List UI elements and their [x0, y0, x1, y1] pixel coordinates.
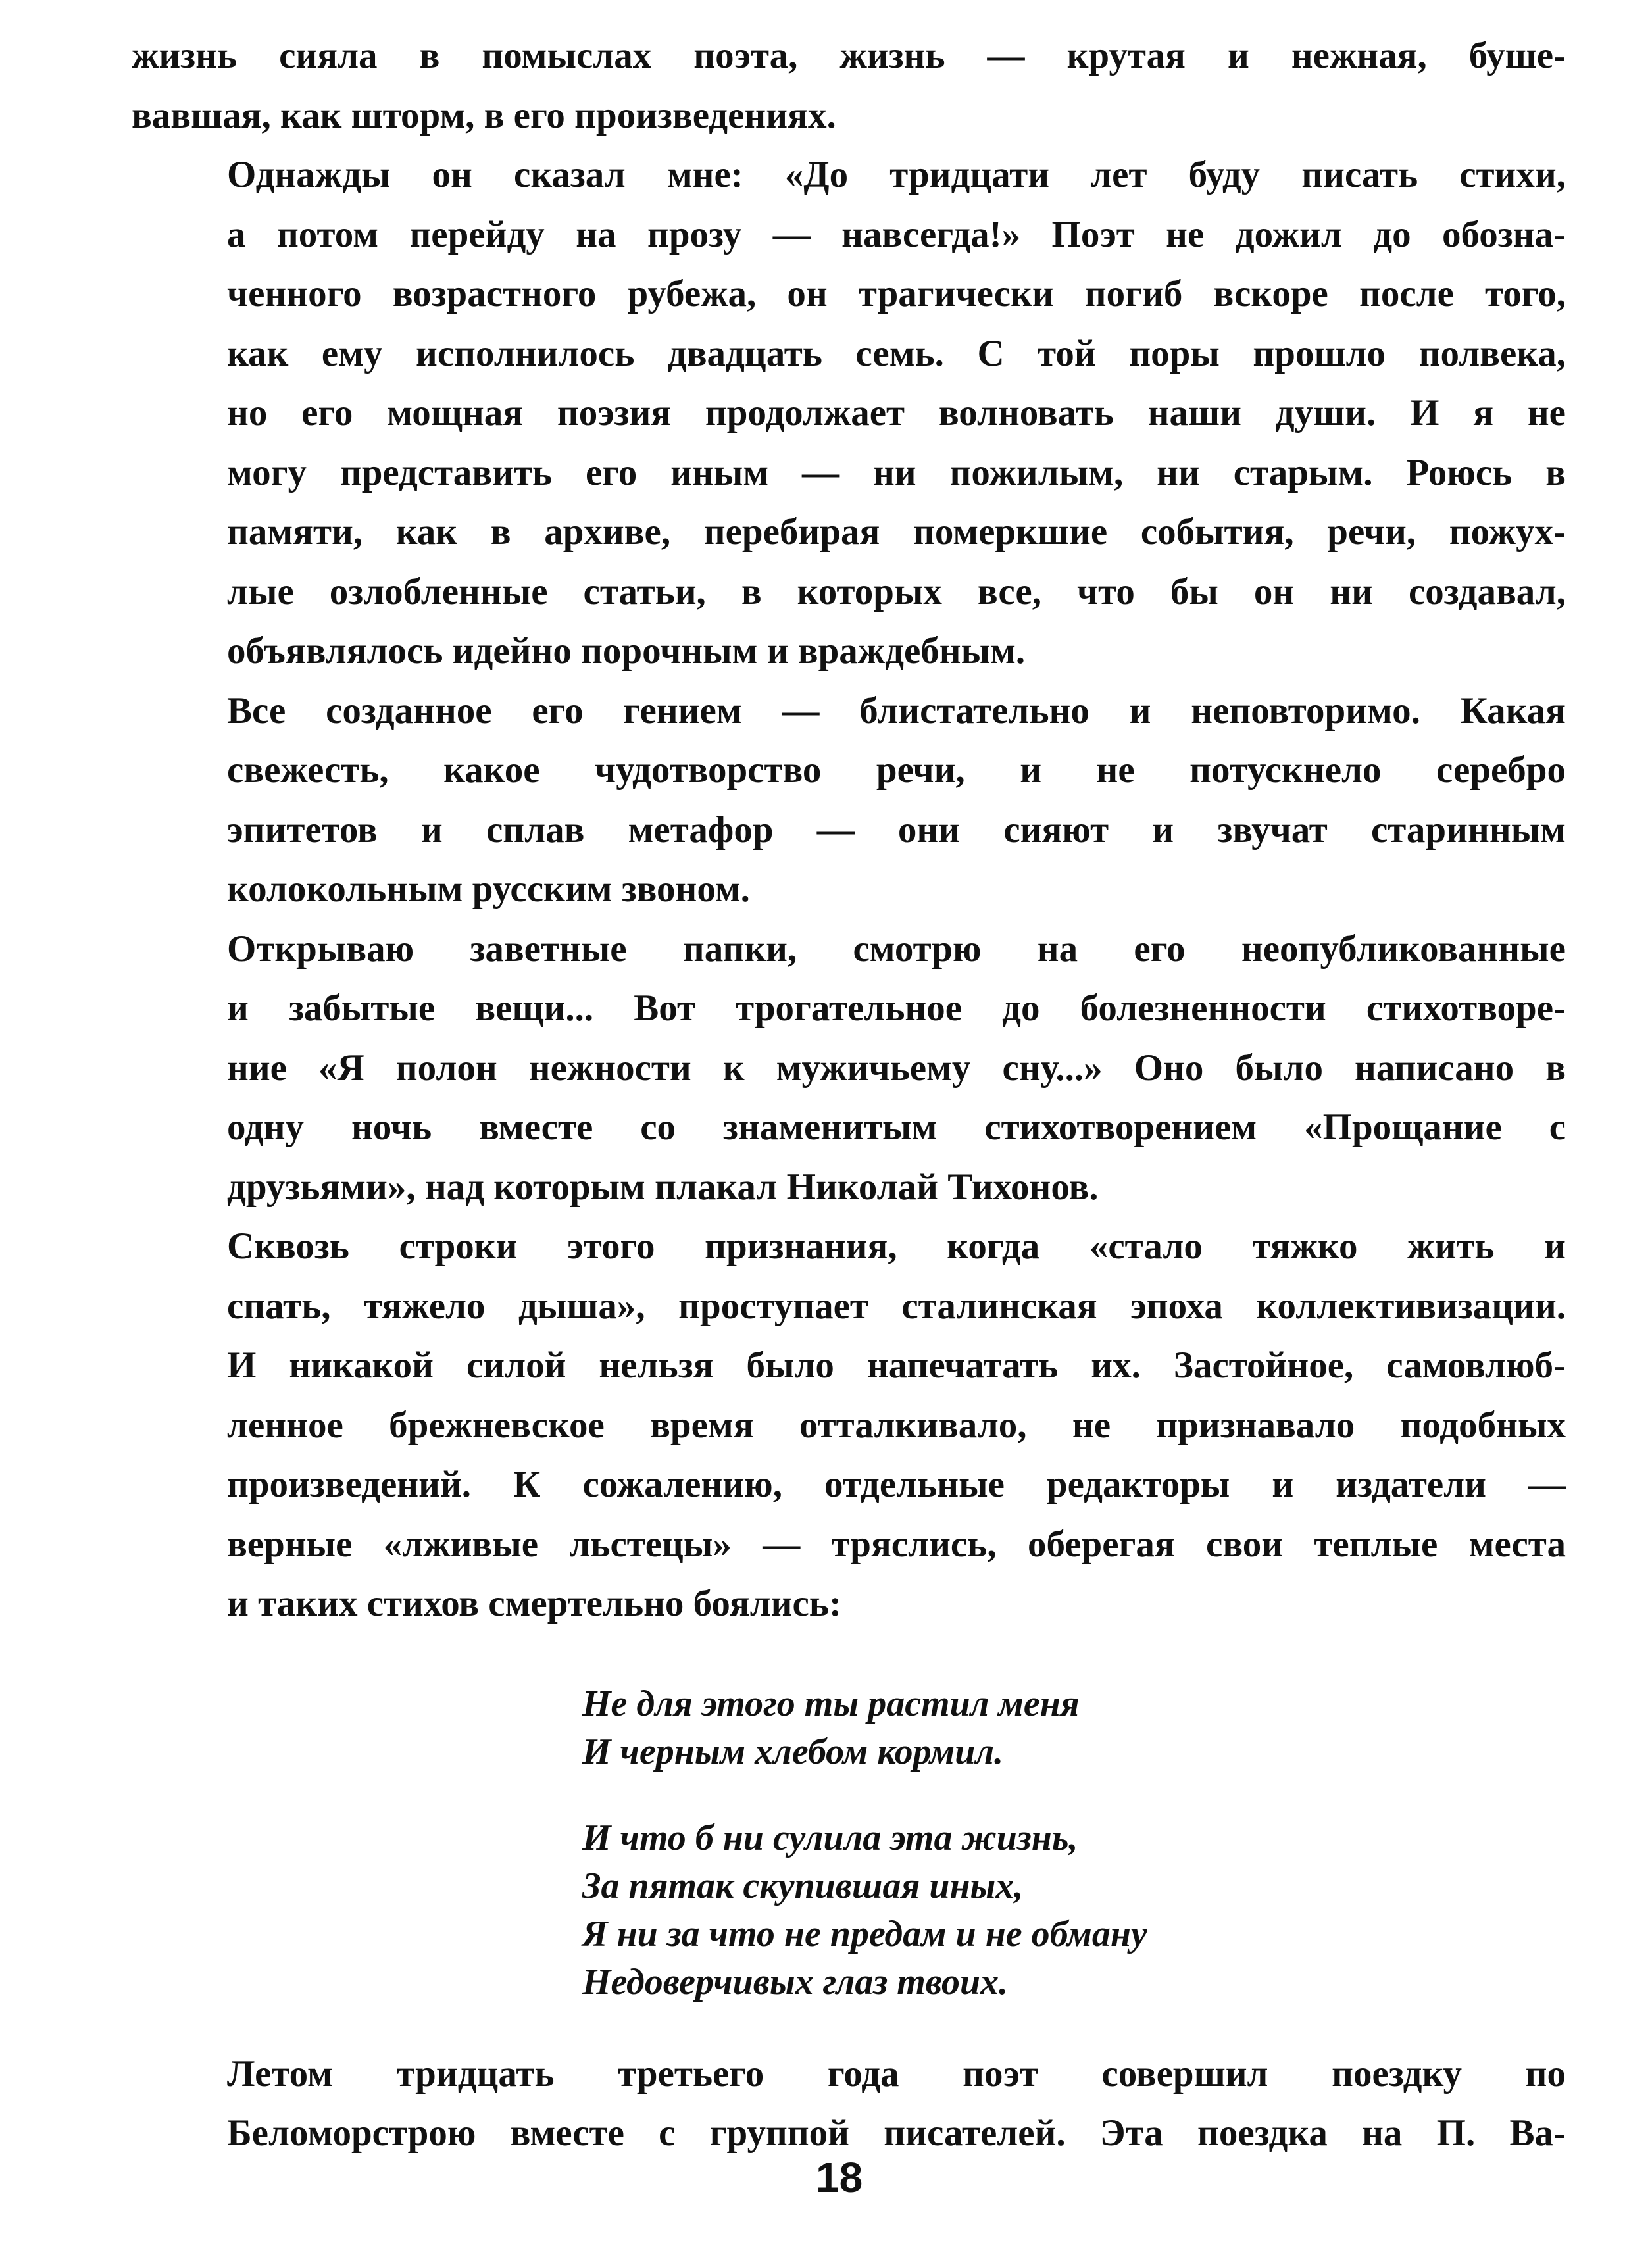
text-line: одну ночь вместе со знаменитым стихотворением «Прощание с: [227, 1106, 1566, 1148]
book-page: [132, 26, 1566, 2237]
text-line: эпитетов и сплав метафор — они сияют и звучат старинным: [227, 808, 1566, 851]
poem-line: Недоверчивых глаз твоих.: [582, 1961, 1009, 2002]
text-line: ленное брежневское время отталкивало, не признавало подобных: [227, 1404, 1566, 1446]
text-line: Сквозь строки этого признания, когда «стало тяжко жить и: [227, 1226, 1566, 1267]
text-line: а потом перейду на прозу — навсегда!» Поэт не дожил до обозна-: [227, 213, 1566, 255]
text-line: но его мощная поэзия продолжает волновать наши души. И я не: [227, 392, 1566, 434]
paragraph-1: [132, 26, 1566, 145]
poem-line: И что б ни сулила эта жизнь,: [582, 1817, 1078, 1858]
text-line: и забытые вещи... Вот трогательное до болезненности стихотворе-: [227, 987, 1566, 1029]
text-line: Беломорстрою вместе с группой писателей. Эта поездка на П. Ва-: [227, 2112, 1566, 2154]
poem-line: Не для этого ты растил меня: [582, 1683, 1080, 1724]
text-line: ченного возрастного рубежа, он трагически погиб вскоре после того,: [227, 273, 1566, 314]
paragraph-2: [132, 145, 1566, 682]
text-line: ние «Я полон нежности к мужичьему сну...» Оно было написано в: [227, 1047, 1566, 1089]
poem-line: За пятак скупившая иных,: [582, 1865, 1024, 1906]
text-line: свежесть, какое чудотворство речи, и не потускнело серебро: [227, 749, 1566, 791]
text-line: как ему исполнилось двадцать семь. С той поры прошло полвека,: [227, 332, 1566, 374]
text-line: колокольным русским звоном.: [227, 868, 750, 910]
poem-line: Я ни за что не предам и не обману: [582, 1913, 1147, 1954]
text-line: произведений. К сожалению, отдельные редакторы и издатели —: [227, 1464, 1566, 1505]
text-line: верные «лживые льстецы» — тряслись, оберегая свои теплые места: [227, 1523, 1566, 1565]
poem-stanza-1: [582, 1680, 1566, 1776]
poem-quote: [582, 1680, 1566, 2006]
poem-line: И черным хлебом кормил.: [582, 1731, 1004, 1772]
text-line: могу представить его иным — ни пожилым, ни старым. Роюсь в: [227, 451, 1566, 493]
text-line: Однажды он сказал мне: «До тридцати лет буду писать стихи,: [227, 154, 1566, 195]
text-line: жизнь сияла в помыслах поэта, жизнь — крутая и нежная, буше-: [132, 35, 1566, 76]
text-line: вавшая, как шторм, в его произведениях.: [132, 94, 836, 136]
poem-stanza-2: [582, 1814, 1566, 2006]
text-line: памяти, как в архиве, перебирая померкшие события, речи, пожух-: [227, 511, 1566, 553]
text-line: друзьями», над которым плакал Николай Тихонов.: [227, 1166, 1099, 1208]
paragraph-5: [132, 1217, 1566, 1634]
text-line: И никакой силой нельзя было напечатать их. Застойное, самовлюб-: [227, 1345, 1566, 1386]
page-number: 18: [816, 2154, 863, 2201]
text-line: Все созданное его гением — блистательно и неповторимо. Какая: [227, 689, 1566, 732]
text-line: Летом тридцать третьего года поэт совершил поездку по: [227, 2052, 1566, 2095]
text-line: Открываю заветные папки, смотрю на его неопубликованные: [227, 928, 1566, 970]
paragraph-4: [132, 920, 1566, 1218]
paragraph-closing: [132, 2045, 1566, 2164]
text-line: объявлялось идейно порочным и враждебным.: [227, 630, 1026, 672]
text-line: лые озлобленные статьи, в которых все, что бы он ни создавал,: [227, 570, 1566, 612]
text-line: спать, тяжело дыша», проступает сталинская эпоха коллективизации.: [227, 1285, 1566, 1327]
paragraph-3: [132, 682, 1566, 920]
text-line: и таких стихов смертельно боялись:: [227, 1583, 841, 1624]
